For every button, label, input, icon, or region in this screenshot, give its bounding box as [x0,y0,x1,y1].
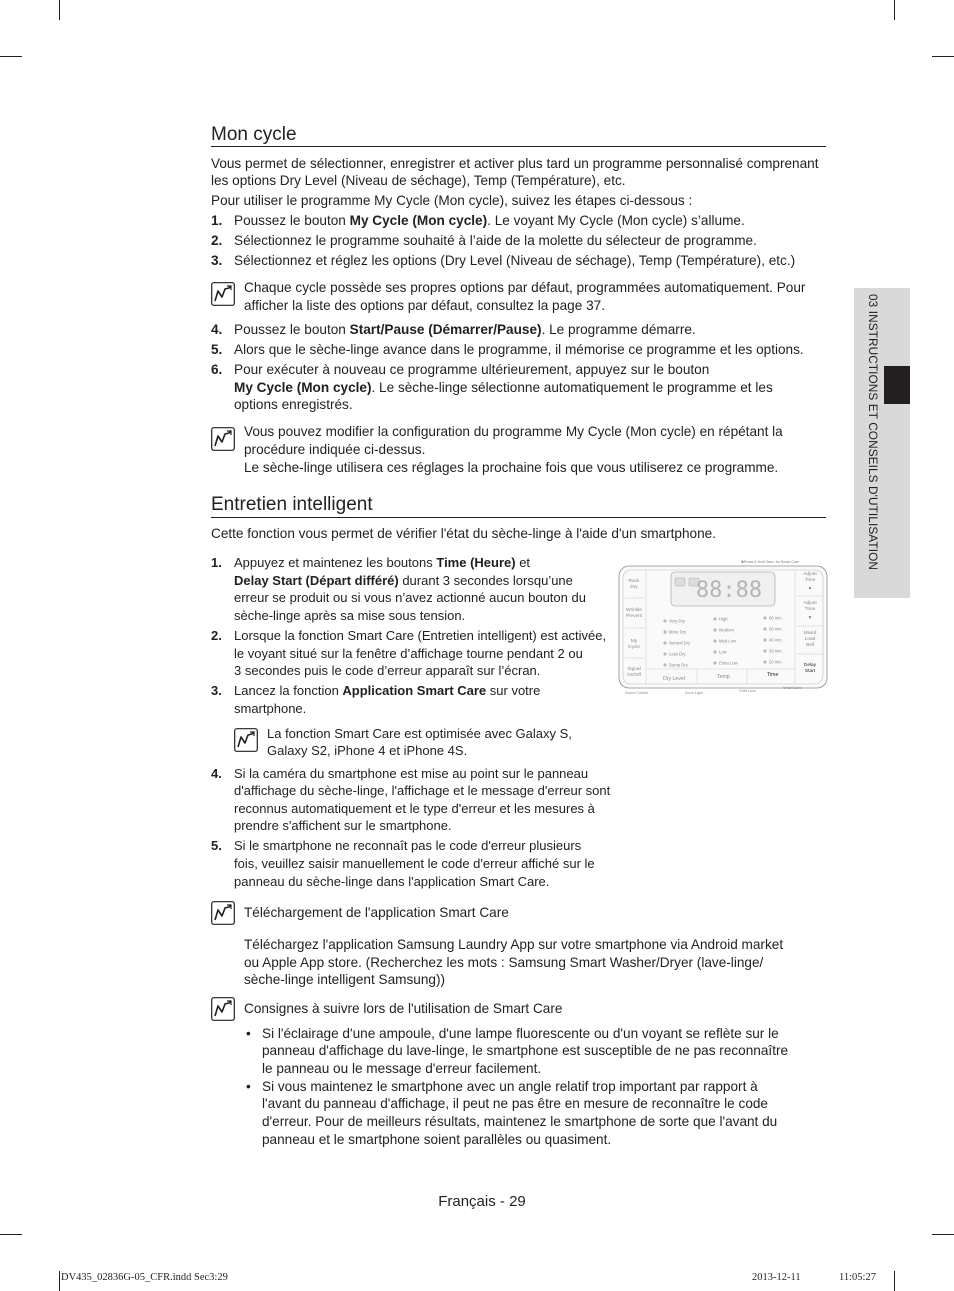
crop-mark [932,56,954,57]
panel-display-digits: 88:88 [695,578,763,603]
step-text: Delay Start (Départ différé) durant 3 secondes lorsqu’une [234,573,573,588]
step-text: prendre s'affichent sur le smartphone. [234,818,452,833]
panel-right-button: Bell [806,643,814,648]
page-number: Français - 29 [438,1193,526,1210]
note-text: Le sèche-linge utilisera ces réglages la prochaine fois que vous utiliserez ce programme. [244,460,779,475]
bullet-text: panneau et le smartphone soient parallèles ou quasiment. [262,1132,612,1147]
panel-left-button: Dry [630,585,638,590]
panel-left-button: On/Off [626,673,642,678]
bullet-text: Si l'éclairage d'une ampoule, d'une lampe fluorescente ou d'un voyant se reflète sur le [262,1026,779,1041]
step-number: 4. [211,322,223,337]
panel-temp: Extra Low [719,660,738,666]
panel-right-button: Adjust [803,601,817,606]
step-number: 1. [211,555,222,570]
step-text: erreur se produit ou si vous n’avez actionné aucun bouton du [234,590,586,605]
note-icon [211,997,235,1021]
panel-time: 20 min. [769,659,783,665]
panel-right-button: Adjust [803,572,817,577]
panel-dry-level: Very Dry [669,618,686,624]
print-slug: DV435_02836G-05_CFR.indd Sec3:29 [61,1272,228,1283]
note-text: Téléchargez l'application Samsung Laundry App sur votre smartphone via Android market [244,937,784,952]
note-text: ou Apple App store. (Recherchez les mots : Samsung Smart Washer/Dryer (lave-linge/ [244,955,764,970]
panel-dry-level: Normal Dry [669,640,691,646]
step-number: 4. [211,766,222,781]
note-text: procédure indiquée ci-dessus. [244,442,426,457]
bullet-text: panneau d'affichage du lave-linge, le smartphone est susceptible de ne pas reconnaître [262,1043,789,1058]
step-text: fois, veuillez saisir manuellement le code d'erreur affiché sur le [234,856,595,871]
step-text: panneau du sèche-linge dans l'application Smart Care. [234,874,550,889]
panel-time: 30 min. [769,648,783,654]
note-text: afficher la liste des options par défaut, consultez la page 37. [244,298,605,313]
note-text: sèche-linge intelligent Samsung)) [244,972,445,987]
section-title-entretien: Entretien intelligent [211,494,373,515]
panel-temp: Medium [719,627,734,633]
step-text: My Cycle (Mon cycle). Le sèche-linge sélectionne automatiquement le programme et les [234,380,773,395]
step-text: Poussez le bouton Start/Pause (Démarrer/Pause). Le programme démarre. [234,322,696,337]
step-text: Pour exécuter à nouveau ce programme ultérieurement, appuyez sur le bouton [234,362,710,377]
note-title: Consignes à suivre lors de l'utilisation de Smart Care [244,1001,563,1016]
step-number: 5. [211,342,223,357]
paragraph: Cette fonction vous permet de vérifier l'état du sèche-linge à l'aide d'un smartphone. [211,526,716,541]
panel-right-button: Load [804,637,816,642]
panel-right-button: Time [804,578,816,583]
crop-mark [0,1234,22,1235]
step-text: Alors que le sèche-linge avance dans le programme, il mémorise ce programme et les options. [234,342,804,357]
step-number: 1. [211,213,223,228]
bullet-text: d'erreur. Pour de meilleurs résultats, maintenez le smartphone de sorte que l'avant du [262,1114,778,1129]
panel-time: 40 min. [769,637,783,643]
note-text: Chaque cycle possède ses propres options par défaut, programmées automatiquement. Pour [244,280,806,295]
step-text: options enregistrés. [234,397,353,412]
step-text: Poussez le bouton My Cycle (Mon cycle). Le voyant My Cycle (Mon cycle) s’allume. [234,213,745,228]
bullet-text: Si vous maintenez le smartphone avec un angle relatif trop important par rapport à [262,1079,758,1094]
panel-temp: Low [719,649,727,655]
panel-bottom-button: Time [767,672,779,678]
print-slug-date: 2013-12-11 [752,1272,801,1283]
panel-bottom-button: Temp. [717,674,732,680]
step-number: 3. [211,683,222,698]
step-text: sèche-linge après sa mise sous tension. [234,608,466,623]
note-icon [211,427,235,451]
step-text: d'affichage du sèche-linge, l'affichage et le message d'erreur sont [234,783,611,798]
panel-temp: Med Low [719,638,736,644]
section-rule [211,146,826,147]
step-number: 2. [211,233,223,248]
paragraph: Pour utiliser le programme My Cycle (Mon cycle), suivez les étapes ci-dessous : [211,193,693,208]
panel-left-button: Cycle [628,645,640,650]
svg-text:▼: ▼ [807,615,813,621]
step-text: Lorsque la fonction Smart Care (Entretien intelligent) est activée, [234,628,607,643]
paragraph: les options Dry Level (Niveau de séchage), Temp (Température), etc. [211,173,626,188]
bullet-text: le panneau ou le message d'erreur facilement. [262,1061,542,1076]
step-text: Si le smartphone ne reconnaît pas le code d'erreur plusieurs [234,838,582,853]
step-text: reconnus automatiquement et le type d'erreur et les mesures à [234,801,595,816]
bullet-text: l'avant du panneau d'affichage, il peut ne pas être en mesure de reconnaître le code [262,1096,768,1111]
note-text: Vous pouvez modifier la configuration du programme My Cycle (Mon cycle) en répétant la [244,424,783,439]
panel-left-button: Prevent [625,614,643,619]
crop-mark [59,1271,60,1291]
section-title-mon-cycle: Mon cycle [211,124,297,145]
panel-dry-level: Damp Dry [669,662,688,668]
crop-mark [0,56,22,57]
panel-left-button: My [630,639,638,644]
note-title: Téléchargement de l'application Smart Care [244,905,509,920]
panel-dry-level: More Dry [669,629,687,635]
step-text: smartphone. [234,701,307,716]
panel-left-button: Rack [628,579,640,584]
panel-under-label: Child Lock [739,689,756,693]
panel-right-button: Mixed [803,631,817,636]
panel-bottom-button: Dry Level [663,676,685,682]
step-number: 5. [211,838,222,853]
panel-right-button: Time [804,607,816,612]
panel-dry-level: Less Dry [669,651,686,657]
step-number: 6. [211,362,223,377]
note-icon [211,901,235,925]
step-text: Lancez la fonction Application Smart Care sur votre [234,683,541,698]
note-icon [211,282,235,306]
dryer-control-panel-figure [617,556,829,700]
note-icon [234,728,258,752]
step-text: le voyant situé sur la fenêtre d’affichage tourne pendant 2 ou [234,646,583,661]
panel-time: 60 min. [769,615,783,621]
panel-top-text: ✱Press & Hold 3sec. for Smart Care [741,560,800,564]
step-text: Appuyez et maintenez les boutons Time (Heure) et [234,555,531,570]
panel-left-button: Wrinkle [626,608,642,613]
note-text: La fonction Smart Care est optimisée avec Galaxy S, [267,726,572,741]
bullet: • [246,1079,251,1094]
svg-text:▲: ▲ [807,585,813,591]
print-slug-time: 11:05:27 [839,1272,876,1283]
panel-time: 50 min. [769,626,783,632]
panel-temp: High [719,616,728,622]
paragraph: Vous permet de sélectionner, enregistrer et activer plus tard un programme personnalisé comprenant [211,156,819,171]
panel-under-label: Sound Control [625,691,648,695]
step-text: 3 secondes puis le code d’erreur apparaît sur l’écran. [234,663,541,678]
step-number: 2. [211,628,222,643]
note-text: Galaxy S2, iPhone 4 et iPhone 4S. [267,743,468,758]
step-text: Si la caméra du smartphone est mise au point sur le panneau [234,766,589,781]
chapter-tab-marker [884,366,910,404]
panel-under-label: Drum Light [685,691,703,695]
step-number: 3. [211,253,223,268]
bullet: • [246,1026,251,1041]
section-rule [211,517,826,518]
crop-mark [894,1271,895,1291]
panel-left-button: Signal [627,667,641,672]
panel-right-button: Delay [803,663,817,668]
chapter-tab-label: 03 INSTRUCTIONS ET CONSEILS D'UTILISATION [866,294,880,570]
step-text: Sélectionnez et réglez les options (Dry Level (Niveau de séchage), Temp (Température), etc.) [234,253,796,268]
crop-mark [932,1234,954,1235]
panel-right-button: Start [804,669,816,674]
step-text: Sélectionnez le programme souhaité à l’aide de la molette du sélecteur de programme. [234,233,757,248]
panel-under-label: Smart Care [783,686,802,690]
crop-mark [59,0,60,20]
crop-mark [894,0,895,20]
